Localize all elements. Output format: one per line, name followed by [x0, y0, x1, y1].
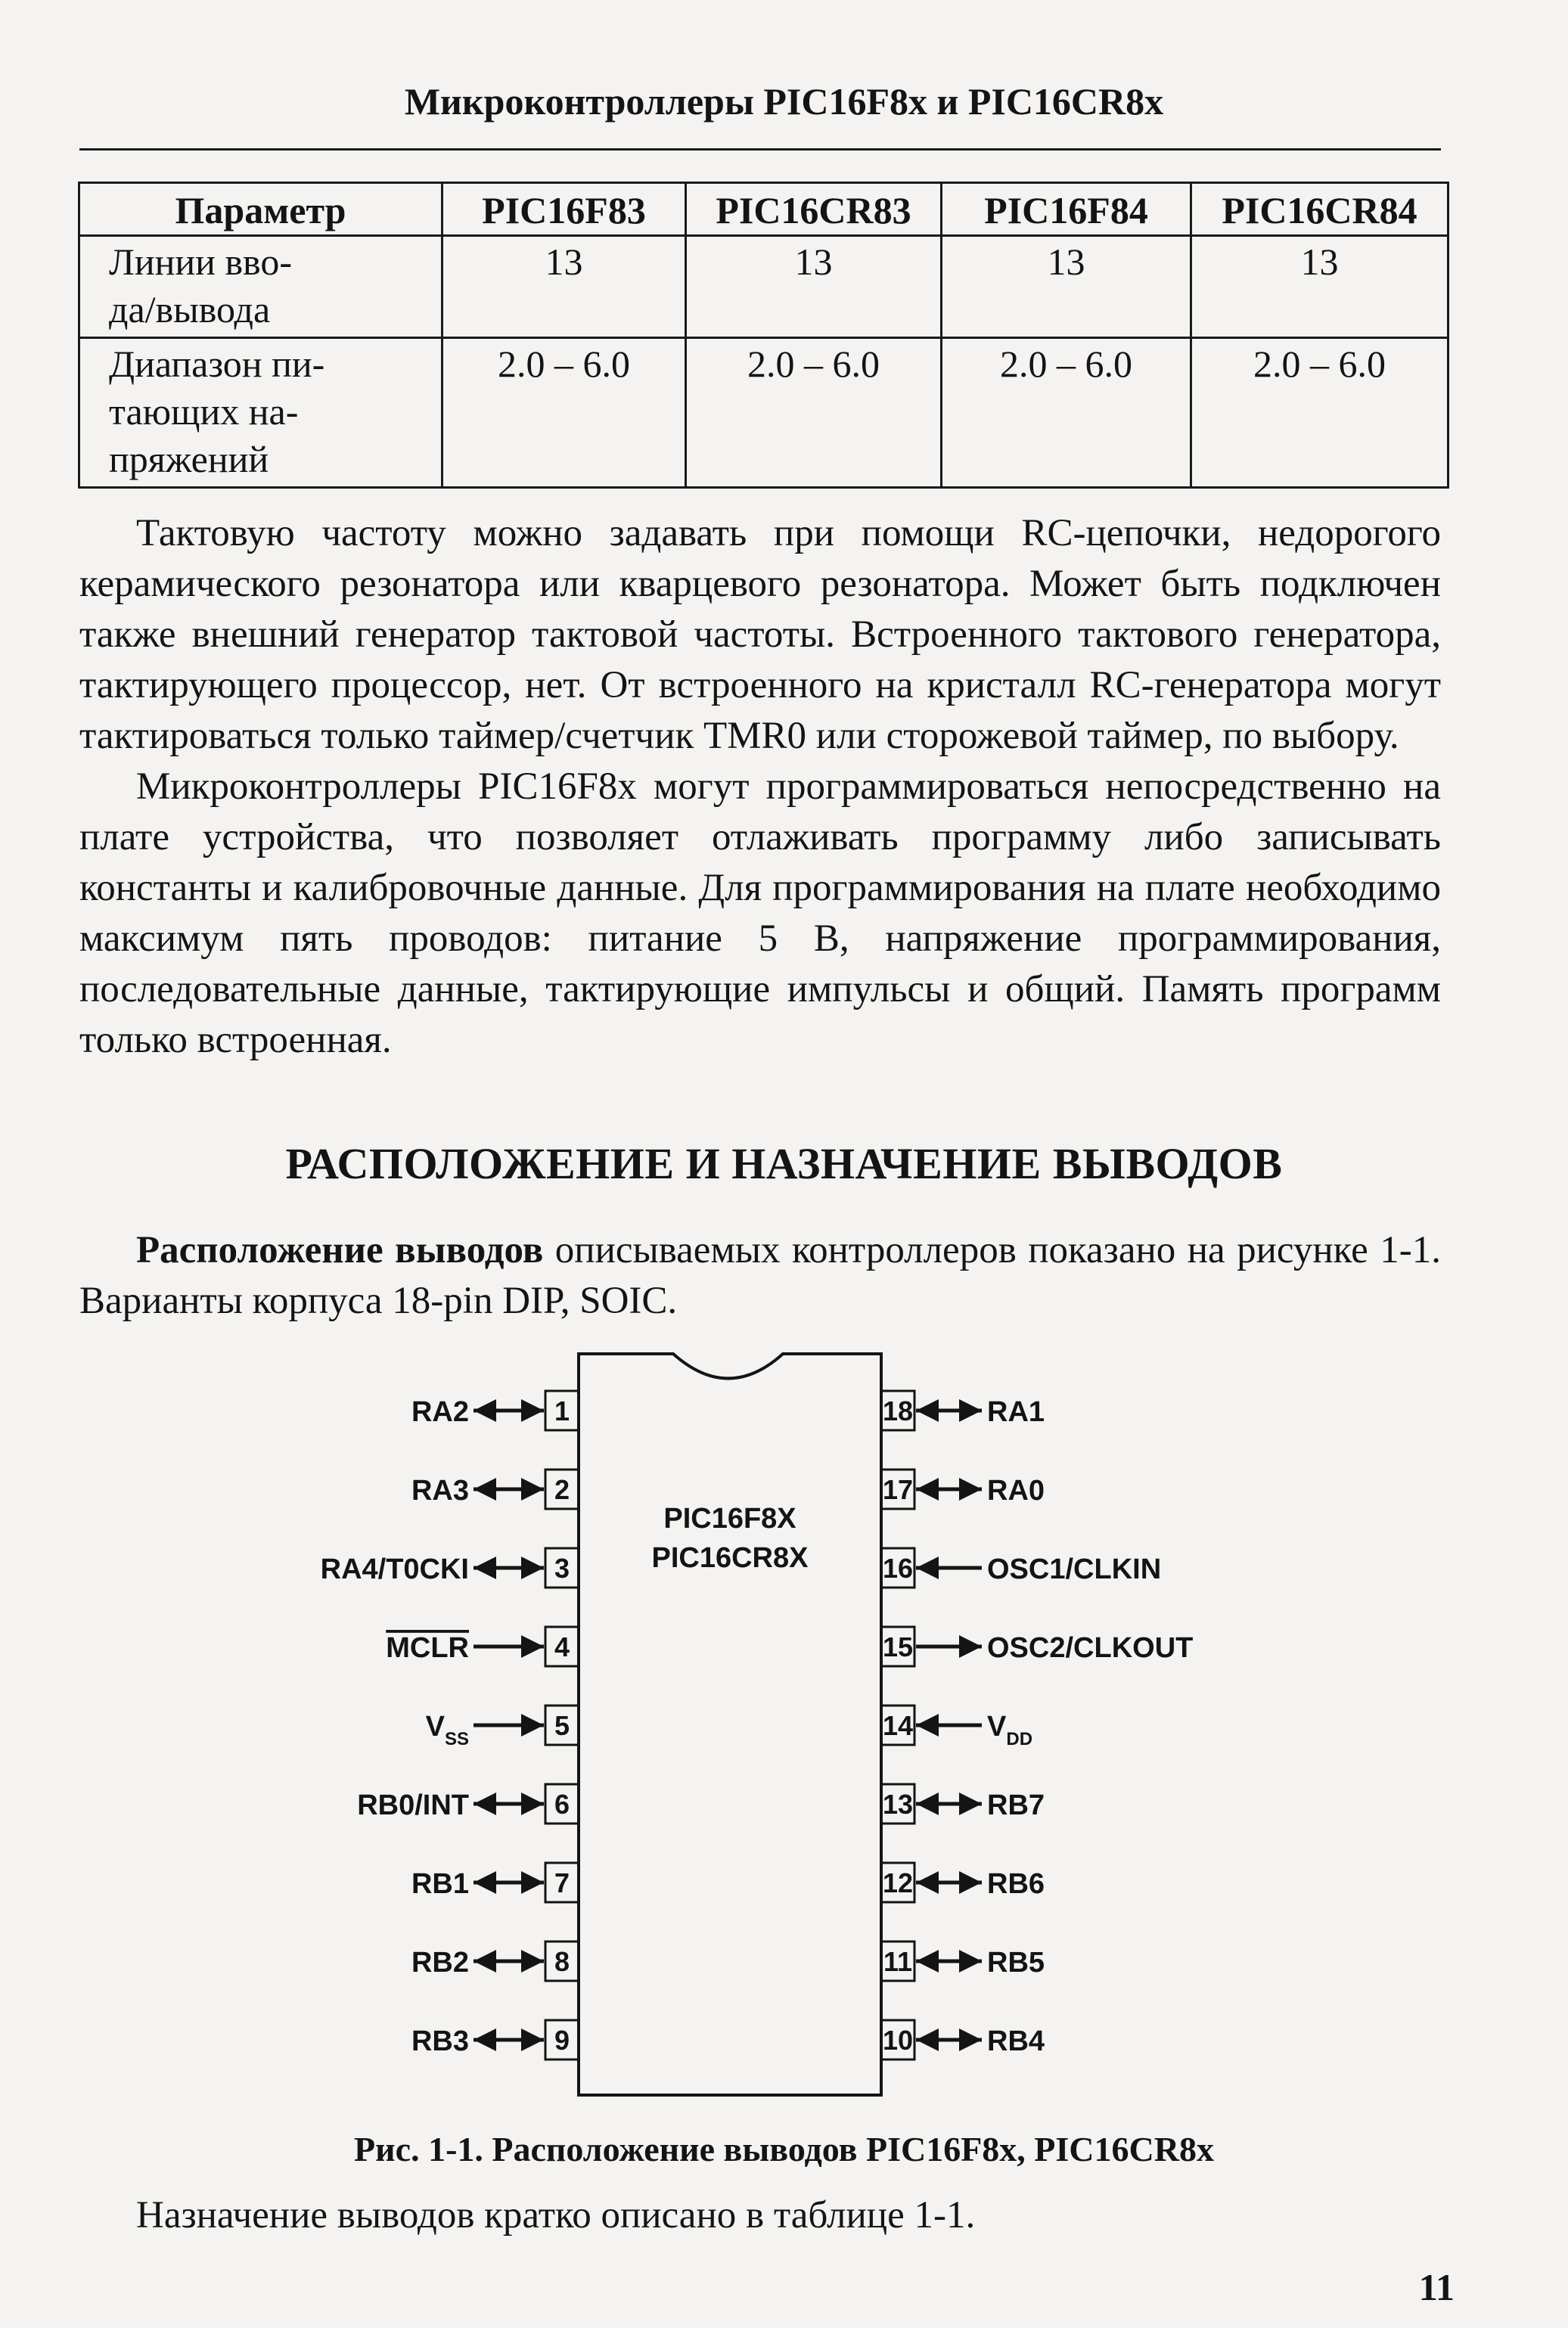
- pin-label: RA2: [411, 1396, 469, 1428]
- figure-caption: Рис. 1-1. Расположение выводов PIC16F8x, PIC16CR8x: [354, 2130, 1214, 2168]
- pin-label: RA0: [987, 1475, 1045, 1507]
- pin-5: [426, 1706, 579, 1749]
- table-cell-param: [79, 338, 442, 488]
- pin-number: 5: [554, 1710, 570, 1741]
- pin-number: 8: [554, 1946, 570, 1977]
- table-cell: 13: [442, 236, 686, 338]
- pin-label: RA4/T0CKI: [320, 1554, 469, 1585]
- table-cell: 2.0 – 6.0: [942, 338, 1191, 488]
- intro-bold: Расположение выводов: [136, 1229, 544, 1271]
- parameters-table: [78, 182, 1449, 489]
- table-row: [79, 236, 1448, 338]
- pin-label: RA1: [987, 1396, 1045, 1428]
- pin-3: [321, 1548, 579, 1588]
- pin-number: 17: [882, 1474, 914, 1505]
- pin-label: MCLR: [386, 1632, 469, 1664]
- pin-number: 12: [882, 1867, 914, 1898]
- pin-number: 10: [882, 2025, 914, 2056]
- pin-1: [411, 1391, 579, 1430]
- pin-label: $V_{DD}$: [987, 1711, 1033, 1749]
- pin-number: 4: [554, 1631, 570, 1662]
- body-text: [79, 508, 1441, 1066]
- running-title: Микроконтроллеры PIC16F8x и PIC16CR8x: [404, 80, 1164, 123]
- param-line: пряжений: [109, 438, 269, 480]
- pin-number: 2: [554, 1474, 570, 1505]
- pin-10: [881, 2020, 1045, 2060]
- table-cell: 2.0 – 6.0: [1191, 338, 1448, 488]
- pin-label: OSC1/CLKIN: [987, 1554, 1162, 1585]
- trailing-text: Назначение выводов кратко описано в таблице 1-1.: [136, 2194, 976, 2236]
- header-rule: [79, 148, 1441, 151]
- pin-number: 3: [554, 1553, 570, 1584]
- pin-label: RB6: [987, 1868, 1045, 1900]
- chip-body: [579, 1354, 881, 2095]
- pin-number: 16: [882, 1553, 914, 1584]
- pin-2: [411, 1470, 579, 1509]
- table-cell: 13: [942, 236, 1191, 338]
- pinout-diagram: [0, 1331, 1568, 2118]
- column-header: PIC16CR84: [1191, 183, 1448, 236]
- pin-label: RA3: [411, 1475, 469, 1507]
- table-row: [79, 338, 1448, 488]
- section-heading: РАСПОЛОЖЕНИЕ И НАЗНАЧЕНИЕ ВЫВОДОВ: [285, 1139, 1283, 1188]
- pin-7: [411, 1863, 579, 1902]
- table-cell: 2.0 – 6.0: [686, 338, 942, 488]
- pin-label: RB1: [411, 1868, 469, 1900]
- pin-number: 7: [554, 1867, 570, 1898]
- pin-number: 9: [554, 2025, 570, 2056]
- pin-9: [411, 2020, 579, 2060]
- param-line: да/вывода: [109, 288, 271, 331]
- pin-number: 11: [883, 1946, 913, 1977]
- table-cell: 13: [1191, 236, 1448, 338]
- table-header-row: [79, 183, 1448, 236]
- paragraph: Тактовую частоту можно задавать при помощи RC-цепочки, недорогого керамического резонатора или кварцевого резонатора. Может быть подключен также внешний генератор тактовой частоты. Встроенного тактового генератора, тактирующего процессор, нет. От встроенного на кристалл RC-генератора могут тактироваться только таймер/счетчик TMR0 или сторожевой таймер, по выбору.: [79, 512, 1441, 757]
- chip-name: PIC16F8X: [663, 1503, 796, 1535]
- column-header: PIC16F83: [442, 183, 686, 236]
- pin-12: [881, 1863, 1045, 1902]
- pin-16: [881, 1548, 1161, 1588]
- pin-number: 6: [554, 1789, 570, 1820]
- intro-rest: описываемых контроллеров показано на рисунке 1-1. Варианты корпуса 18-pin DIP, SOIC.: [79, 1229, 1441, 1322]
- left-pins: [321, 1391, 579, 2060]
- paragraph: Микроконтроллеры PIC16F8x могут программироваться непосредственно на плате устройства, что позволяет отлаживать программу либо записывать константы и калибровочные данные. Для программирования на плате необходимо максимум пять проводов: питание 5 В, напряжение программирования, последовательные данные, тактирующие импульсы и общий. Память программ только встроенная.: [79, 765, 1441, 1061]
- pin-8: [411, 1942, 579, 1981]
- pin-number: 1: [554, 1395, 570, 1426]
- pin-number: 13: [882, 1789, 914, 1820]
- pin-label: RB7: [987, 1789, 1045, 1821]
- pin-label: RB3: [411, 2025, 469, 2057]
- column-header: PIC16F84: [942, 183, 1191, 236]
- param-line: тающих на-: [109, 390, 299, 433]
- pin-label: RB2: [411, 1947, 469, 1979]
- pin-15: [881, 1627, 1193, 1666]
- pin-17: [881, 1470, 1045, 1509]
- pin-number: 15: [882, 1631, 914, 1662]
- param-line: Диапазон пи-: [109, 343, 325, 385]
- pin-11: [881, 1942, 1045, 1981]
- pin-18: [881, 1391, 1045, 1430]
- param-line: Линии вво-: [109, 241, 292, 283]
- right-pins: [881, 1391, 1193, 2060]
- pin-4: [386, 1627, 579, 1666]
- pin-label: RB0/INT: [357, 1789, 469, 1821]
- table-cell: 13: [686, 236, 942, 338]
- section-intro: [79, 1225, 1441, 1327]
- table-cell-param: [79, 236, 442, 338]
- pin-label: OSC2/CLKOUT: [987, 1632, 1194, 1664]
- pin-label: RB5: [987, 1947, 1045, 1979]
- table-cell: 2.0 – 6.0: [442, 338, 686, 488]
- page-number: 11: [1418, 2266, 1455, 2308]
- column-header: Параметр: [79, 183, 442, 236]
- pin-label: RB4: [987, 2025, 1045, 2057]
- pin-number: 18: [882, 1395, 914, 1426]
- pin-number: 14: [882, 1710, 914, 1741]
- pin-13: [881, 1784, 1045, 1824]
- pin-14: [881, 1706, 1032, 1749]
- column-header: PIC16CR83: [686, 183, 942, 236]
- pin-6: [357, 1784, 579, 1824]
- pin-label: $V_{SS}$: [425, 1711, 469, 1749]
- chip-name: PIC16CR8X: [651, 1542, 809, 1574]
